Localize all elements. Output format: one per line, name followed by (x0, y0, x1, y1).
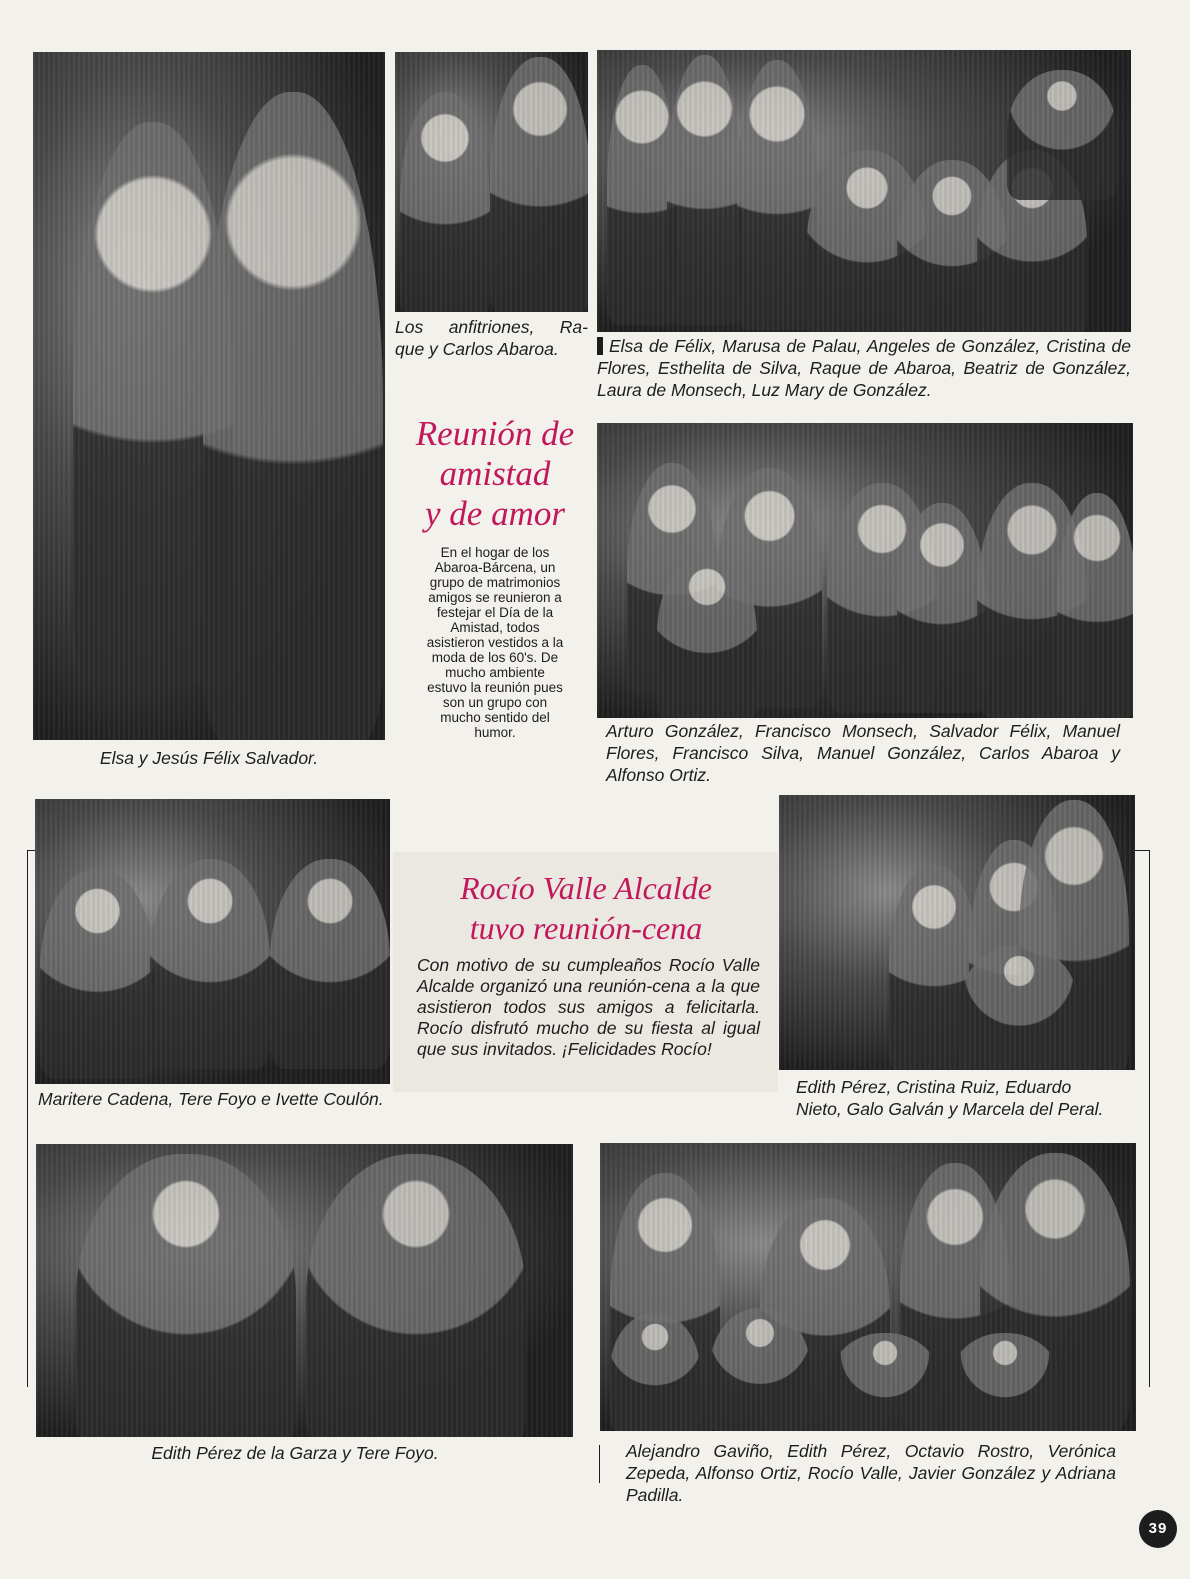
caption-ladies-text: Elsa de Félix, Marusa de Palau, Angeles de González, Cristina de Flores, Esthelita de Silva, Raque de Abaroa, Beatriz de González, Laura de Monsech, Luz Mary de González. (597, 336, 1131, 400)
story1-headline-line2: amistad (439, 454, 551, 493)
story1-body-line: Abaroa-Bárcena, un (434, 560, 556, 575)
photo-elsa-jesus (33, 52, 385, 740)
story1-body-line: En el hogar de los (440, 545, 550, 560)
caption-men-group: Arturo González, Francisco Monsech, Salvador Félix, Manuel Flores, Francisco Silva, Manuel González, Carlos Abaroa y Alfonso Ortiz. (606, 721, 1120, 785)
caption-marker-left (597, 337, 603, 355)
photo-maritere-tere-ivette (35, 799, 390, 1084)
caption-anfitriones-line2: que y Carlos Abaroa. (395, 339, 559, 359)
story2-body: Con motivo de su cumpleaños Rocío Valle Alcalde organizó una reunión-cena a la que asistieron todos sus amigos a felicitarla. Rocío disfrutó mucho de su fiesta al igual que sus invitados. ¡Felicidades Rocío! (417, 955, 760, 1059)
photo-young-group (600, 1143, 1136, 1431)
frame-line-left (27, 850, 28, 1387)
story1-headline-line3: y de amor (425, 494, 565, 533)
story1-body-line: estuvo la reunión pues (427, 680, 563, 695)
caption-young-group: Alejandro Gaviño, Edith Pérez, Octavio Rostro, Verónica Zepeda, Alfonso Ortiz, Rocío Valle, Javier González y Adriana Padilla. (626, 1441, 1116, 1505)
story1-body-line: mucho sentido del (440, 710, 550, 725)
photo-edith-cristina-group (779, 795, 1135, 1070)
story2-headline (400, 868, 772, 948)
photo-ladies-group (597, 50, 1131, 332)
photo-anfitriones (395, 52, 588, 312)
photo-men-group (597, 423, 1133, 718)
frame-line-top-right (1133, 850, 1149, 851)
page-number-badge: 39 (1139, 1510, 1177, 1548)
story1-body-line: festejar el Día de la (436, 605, 554, 620)
story1-body-line: Amistad, todos (450, 620, 540, 635)
caption-edith-tere: Edith Pérez de la Garza y Tere Foyo. (151, 1443, 439, 1463)
caption-edith-cristina: Edith Pérez, Cristina Ruiz, Eduardo Nieto, Galo Galván y Marcela del Peral. (796, 1077, 1104, 1119)
story1-body-line: grupo de matrimonios (429, 575, 561, 590)
caption-maritere: Maritere Cadena, Tere Foyo e Ivette Coulón. (38, 1089, 384, 1109)
caption-anfitriones (395, 316, 588, 360)
caption-ladies-group (597, 335, 1131, 401)
story1-body (402, 545, 588, 740)
story1-body-line: mucho ambiente (445, 665, 545, 680)
story2-headline-line1: Rocío Valle Alcalde (460, 870, 712, 906)
caption-anfitriones-line1: Los anfitriones, Ra- (395, 317, 588, 337)
story2-headline-line2: tuvo reunión-cena (469, 910, 703, 946)
caption-divider (599, 1445, 600, 1483)
frame-line-right (1149, 850, 1150, 1387)
story1-body-line: son un grupo con (442, 695, 548, 710)
frame-line-top-left (27, 850, 35, 851)
caption-elsa-jesus: Elsa y Jesús Félix Salvador. (99, 748, 319, 768)
story1-headline (395, 414, 595, 534)
story1-headline-line1: Reunión de (415, 414, 575, 453)
story1-body-line: amigos se reunieron a (428, 590, 562, 605)
story1-body-line: humor. (474, 725, 516, 740)
photo-edith-tere (36, 1144, 573, 1437)
story1-body-line: moda de los 60's. De (431, 650, 559, 665)
story1-body-line: asistieron vestidos a la (426, 635, 564, 650)
